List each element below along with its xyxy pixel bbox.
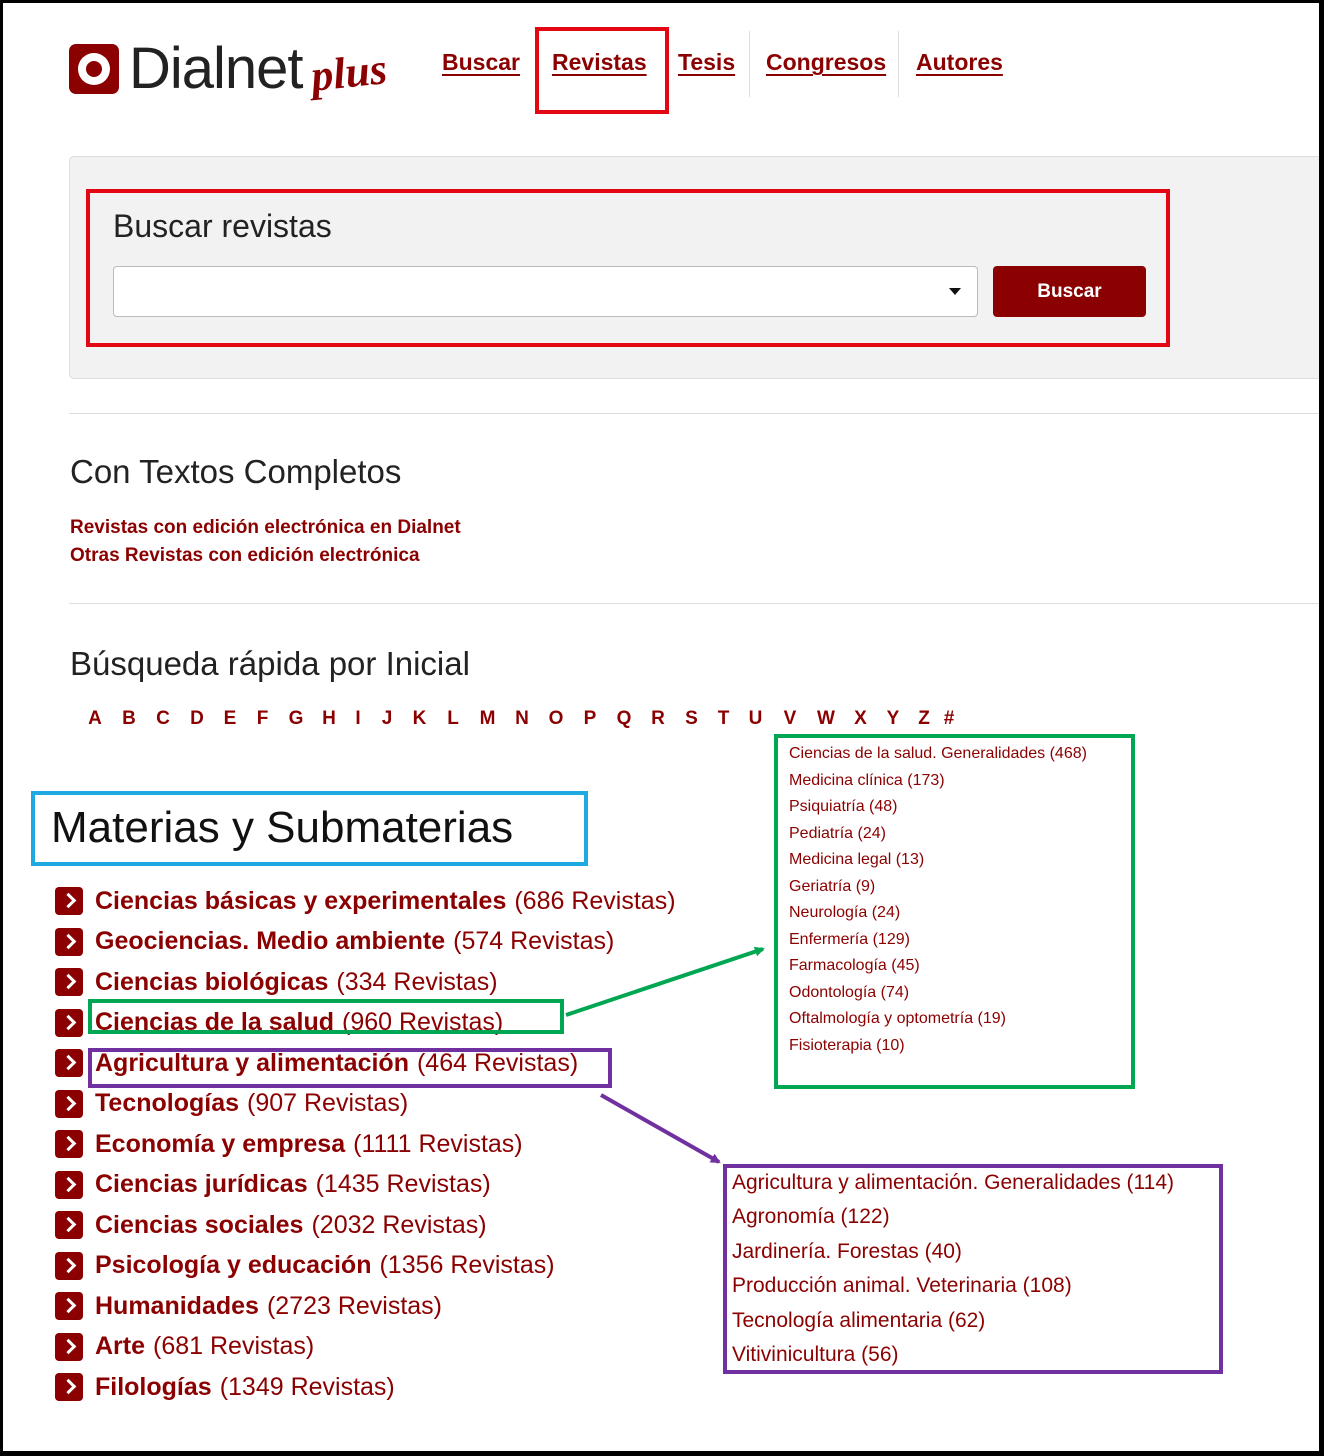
letter-link[interactable]: Z (918, 708, 930, 729)
arrow-to-agricultura (601, 1095, 719, 1162)
letter-link[interactable]: C (156, 708, 170, 729)
letter-link[interactable]: M (479, 708, 496, 729)
materia-count: (2032 Revistas) (311, 1210, 487, 1239)
submateria-link[interactable]: Psiquiatría (48) (789, 798, 898, 815)
materia-count: (960 Revistas) (342, 1008, 504, 1036)
materia-name[interactable]: Agricultura y alimentación (95, 1048, 409, 1077)
letter-link[interactable]: I (355, 708, 361, 729)
materia-name[interactable]: Ciencias de la salud (95, 1008, 334, 1036)
nav-tesis[interactable]: Tesis (678, 49, 736, 75)
letter-link[interactable]: W (817, 708, 835, 729)
submateria-link[interactable]: Farmacología (45) (789, 957, 920, 974)
materia-name[interactable]: Arte (95, 1332, 146, 1360)
materia-name[interactable]: Humanidades (95, 1291, 259, 1320)
letter-link[interactable]: B (122, 708, 136, 729)
letter-link[interactable]: Y (886, 708, 900, 729)
search-button[interactable]: Buscar (993, 266, 1146, 317)
letter-link[interactable]: L (447, 708, 459, 729)
materias-title: Materias y Submaterias (51, 803, 514, 852)
materia-count: (2723 Revistas) (266, 1291, 443, 1320)
submateria-link[interactable]: Medicina legal (13) (789, 851, 925, 868)
nav-buscar[interactable]: Buscar (442, 49, 520, 75)
materia-name[interactable]: Tecnologías (95, 1089, 240, 1117)
submateria-link[interactable]: Geriatría (9) (789, 877, 876, 895)
letter-link[interactable]: R (651, 708, 665, 729)
materia-name[interactable]: Ciencias básicas y experimentales (95, 886, 507, 915)
materia-count: (334 Revistas) (336, 967, 498, 996)
materia-count: (681 Revistas) (153, 1332, 315, 1360)
submateria-link[interactable]: Pediatría (24) (789, 824, 886, 842)
letter-link[interactable]: S (685, 708, 698, 729)
submateria-link[interactable]: Medicina clínica (173) (789, 771, 945, 789)
materia-name[interactable]: Ciencias sociales (95, 1210, 304, 1239)
materia-count: (1435 Revistas) (315, 1170, 491, 1198)
materia-count: (907 Revistas) (247, 1089, 409, 1117)
submateria-link[interactable]: Ciencias de la salud. Generalidades (468) (789, 745, 1087, 762)
materia-name[interactable]: Filologías (95, 1372, 212, 1401)
arrow-to-salud (566, 949, 763, 1015)
submateria-link[interactable]: Fisioterapia (10) (789, 1036, 905, 1054)
submateria-link[interactable]: Vitivinicultura (56) (732, 1343, 899, 1367)
letter-link[interactable]: U (748, 708, 763, 729)
submateria-link[interactable]: Agronomía (122) (732, 1205, 890, 1229)
letter-link[interactable]: T (717, 708, 730, 729)
quick-search-title: Búsqueda rápida por Inicial (70, 645, 470, 682)
materia-name[interactable]: Ciencias biológicas (95, 967, 329, 996)
materia-count: (1356 Revistas) (379, 1251, 555, 1279)
letter-link[interactable]: F (256, 708, 269, 729)
submateria-link[interactable]: Tecnología alimentaria (62) (732, 1308, 986, 1332)
materia-count: (1111 Revistas) (353, 1129, 523, 1158)
letter-link[interactable]: H (322, 708, 336, 729)
link-other-electronic[interactable]: Otras Revistas con edición electrónica (70, 545, 420, 566)
page (3, 3, 1319, 1451)
link-dialnet-electronic[interactable]: Revistas con edición electrónica en Dialnet (70, 517, 461, 538)
submateria-link[interactable]: Neurología (24) (789, 904, 901, 921)
letter-link[interactable]: # (943, 708, 955, 729)
letter-link[interactable]: X (854, 708, 867, 729)
logo-suffix: plus (308, 43, 389, 101)
search-title: Buscar revistas (113, 208, 332, 244)
letter-link[interactable]: N (515, 708, 529, 729)
letter-link[interactable]: D (190, 708, 204, 729)
letter-link[interactable]: O (548, 708, 564, 729)
materia-count: (686 Revistas) (514, 886, 676, 915)
submateria-link[interactable]: Agricultura y alimentación. Generalidades (114) (732, 1171, 1175, 1194)
letter-link[interactable]: V (783, 708, 797, 729)
logo-text: Dialnet (129, 36, 303, 101)
submateria-link[interactable]: Producción animal. Veterinaria (108) (732, 1274, 1072, 1298)
nav-autores[interactable]: Autores (916, 49, 1003, 75)
materia-name[interactable]: Geociencias. Medio ambiente (95, 927, 446, 955)
materia-count: (574 Revistas) (453, 927, 615, 955)
materia-count: (464 Revistas) (416, 1048, 579, 1077)
letter-link[interactable]: A (88, 708, 102, 729)
letter-link[interactable]: G (288, 708, 304, 729)
materia-name[interactable]: Psicología y educación (95, 1251, 372, 1279)
submateria-link[interactable]: Enfermería (129) (789, 930, 910, 948)
nav-congresos[interactable]: Congresos (766, 49, 887, 75)
materia-count: (1349 Revistas) (219, 1372, 395, 1401)
nav-revistas[interactable]: Revistas (552, 49, 647, 75)
submateria-link[interactable]: Oftalmología y optometría (19) (789, 1010, 1006, 1027)
full-text-title: Con Textos Completos (70, 453, 402, 490)
submateria-link[interactable]: Jardinería. Forestas (40) (732, 1239, 962, 1263)
materia-name[interactable]: Economía y empresa (95, 1129, 346, 1158)
letter-link[interactable]: Q (616, 708, 632, 729)
letter-link[interactable]: K (412, 708, 427, 729)
letter-link[interactable]: P (583, 708, 597, 729)
letter-link[interactable]: J (381, 708, 393, 729)
annotation-arrows (3, 3, 1319, 1451)
submateria-link[interactable]: Odontología (74) (789, 983, 910, 1001)
letter-link[interactable]: E (223, 708, 237, 729)
materia-name[interactable]: Ciencias jurídicas (95, 1170, 308, 1198)
